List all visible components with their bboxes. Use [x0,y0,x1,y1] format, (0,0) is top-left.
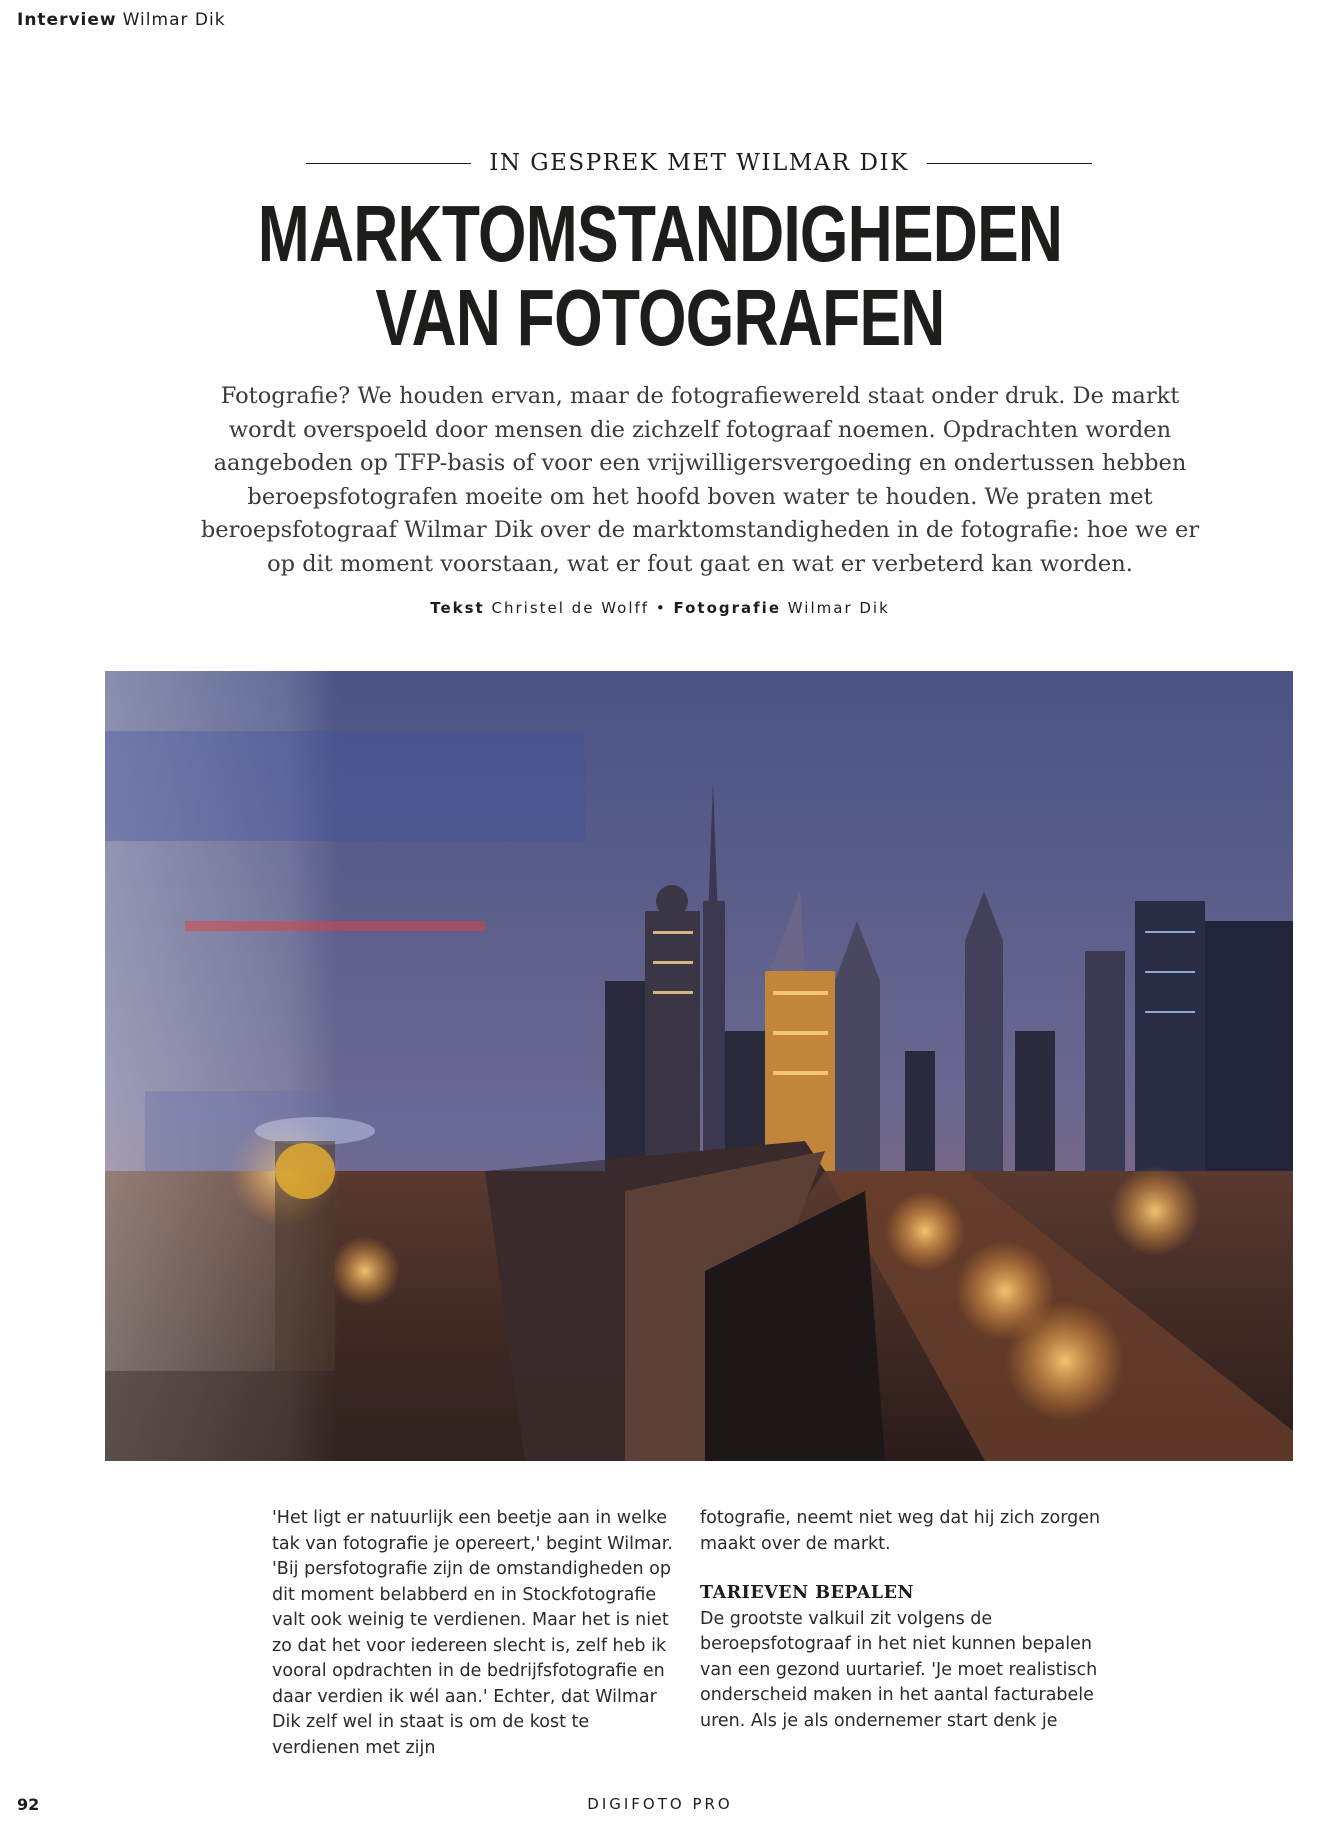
body-paragraph: 'Het ligt er natuurlijk een beetje aan in welke tak van fotografie je opereert,' begint Wilmar. 'Bij persfotografie zijn de omstandigheden op dit moment belabberd en in Stockfotografie valt ook weinig te verdienen. Maar het is niet zo dat het voor iedereen slecht is, zelf heb ik vooral opdrachten in de bedrijfsfotografie en daar verdien ik wél aan.' Echter, dat Wilmar Dik zelf wel in staat is om de kost te verdienen met zijn [272,1508,673,1758]
credits-photo-label: Fotografie [673,599,782,617]
hero-photo [105,671,1293,1461]
body-column-2 [700,1506,1102,1761]
kicker-row [306,150,1092,176]
credits-separator: • [655,599,667,617]
kicker-rule-left [306,163,471,164]
page-number: 92 [17,1795,40,1814]
credits-photo-author: Wilmar Dik [787,599,890,617]
article-title-line-2: VAN FOTOGRAFEN [375,273,945,362]
article-title [145,189,1175,362]
kicker-rule-right [927,163,1092,164]
intro-paragraph: Fotografie? We houden ervan, maar de fotografiewereld staat onder druk. De markt wordt overspoeld door mensen die zichzelf fotograaf noemen. Opdrachten worden aangeboden op TFP-basis of voor een vrijwilligersvergoeding en ondertussen hebben beroepsfotografen moeite om het hoofd boven water te houden. We praten met beroepsfotograaf Wilmar Dik over de marktomstandigheden in de fotografie: hoe we er op dit moment voorstaan, wat er fout gaat en wat er verbeterd kan worden. [200,383,1200,577]
running-head-subject: Wilmar Dik [122,10,226,30]
hero-photo-illustration [105,671,1293,1461]
credits-text-label: Tekst [430,599,485,617]
article-title-line-1: MARKTOMSTANDIGHEDEN [257,189,1063,278]
kicker: IN GESPREK MET WILMAR DIK [489,150,909,176]
magazine-name: DIGIFOTO PRO [587,1795,733,1813]
body-columns [272,1506,1102,1761]
body-paragraph: fotografie, neemt niet weg dat hij zich zorgen maakt over de markt. [700,1508,1101,1554]
subheading: TARIEVEN BEPALEN [700,1583,914,1603]
running-head [17,10,226,30]
body-column-1 [272,1506,674,1761]
running-head-section: Interview [17,10,117,30]
body-paragraph: De grootste valkuil zit volgens de beroepsfotograaf in het niet kunnen bepalen van een gezond uurtarief. 'Je moet realistisch onderscheid maken in het aantal facturabele uren. Als je als ondernemer start denk je [700,1608,1098,1731]
credits [0,599,1320,617]
credits-text-author: Christel de Wolff [491,599,650,617]
